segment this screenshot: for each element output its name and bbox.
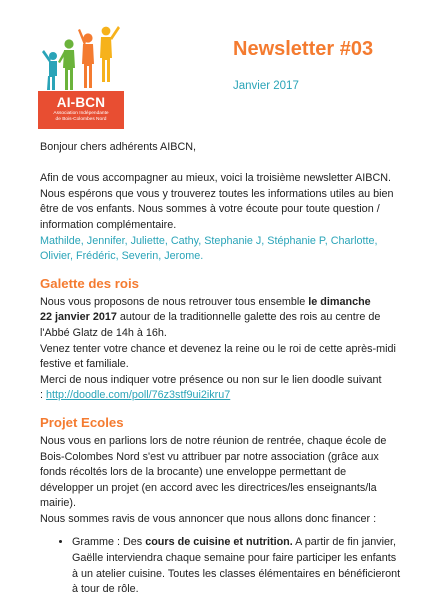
ecoles-paragraph: Nous vous en parlions lors de notre réunion de rentrée, chaque école de Bois-Colombes Nord s'est vu attribuer par notre association (grâce aux fonds récoltés lors de la brocante) une enveloppe permettant de développer un projet (en accord avec les directrices/les enseignants/la mairie).	[40, 434, 387, 510]
projects-list	[40, 535, 402, 597]
newsletter-title: Newsletter #03	[233, 38, 374, 60]
section-heading-ecoles: Projet Ecoles	[40, 414, 124, 430]
aibcn-logo	[38, 22, 124, 130]
galette-rsvp: Merci de nous indiquer votre présence ou non sur le lien doodle suivant	[40, 373, 382, 386]
logo-name: AI-BCN	[56, 95, 106, 110]
logo-tagline-1: Association Indépendante	[53, 111, 109, 116]
ecoles-announcement: Nous sommes ravis de vous annoncer que nous allons donc financer :	[40, 512, 377, 525]
children-silhouettes-icon	[38, 22, 124, 92]
list-item: • Gramme : Des cours de cuisine et nutrition. A partir de fin janvier, Gaëlle interviendra chaque semaine pour faire participer les enfants à un atelier cuisine. Toutes les classes élémentaires en bénéficieront à tour de rôle.	[72, 535, 402, 597]
section-heading-galette: Galette des rois	[40, 275, 139, 291]
galette-invitation: Venez tenter votre chance et devenez la reine ou le roi de cette après-midi festive et familiale.	[40, 342, 396, 371]
newsletter-date: Janvier 2017	[233, 80, 299, 92]
logo-banner	[38, 91, 124, 129]
doodle-link[interactable]: http://doodle.com/poll/76z3stf9ui2ikru7	[46, 389, 231, 402]
logo-tagline-2: de Bois-Colombes Nord	[55, 116, 107, 122]
newsletter-content	[40, 140, 402, 598]
galette-paragraph: Nous vous proposons de nous retrouver tous ensemble le dimanche 22 janvier 2017 autour de la traditionnelle galette des rois au centre de l'Abbé Glatz de 14h à 16h.	[40, 295, 381, 339]
signatories: Mathilde, Jennifer, Juliette, Cathy, Stephanie J, Stéphanie P, Charlotte, Olivier, Frédéric, Severin, Jerome.	[40, 234, 378, 263]
intro-line: Afin de vous accompagner au mieux, voici la troisième newsletter AIBCN.	[40, 172, 392, 185]
intro-paragraph: Nous espérons que vous y trouverez toutes les informations utiles au bien être de vos enfants. Nous sommes à votre écoute pour toute question / information complémentaire.	[40, 187, 394, 231]
doodle-line: : http://doodle.com/poll/76z3stf9ui2ikru7	[40, 389, 231, 402]
greeting: Bonjour chers adhérents AIBCN,	[40, 141, 197, 153]
